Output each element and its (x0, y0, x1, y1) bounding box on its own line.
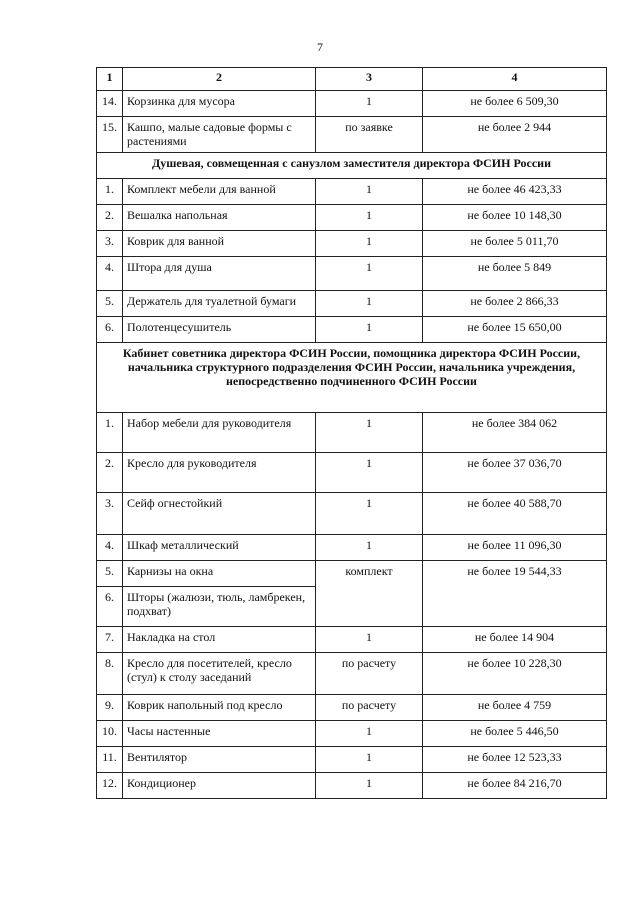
table-row (97, 117, 607, 153)
item-name: Набор мебели для руководителя (123, 413, 316, 453)
item-quantity: 1 (316, 257, 423, 291)
item-price: не более 384 062 (423, 413, 607, 453)
item-number: 11. (97, 747, 123, 773)
item-number: 2. (97, 453, 123, 493)
item-price: не более 40 588,70 (423, 493, 607, 535)
item-quantity: 1 (316, 291, 423, 317)
header-col-1: 1 (97, 68, 123, 91)
item-number: 10. (97, 721, 123, 747)
table-row (97, 561, 607, 587)
item-quantity: 1 (316, 413, 423, 453)
item-price: не более 14 904 (423, 627, 607, 653)
item-name: Держатель для туалетной бумаги (123, 291, 316, 317)
table-row (97, 535, 607, 561)
table-row (97, 747, 607, 773)
item-name: Кашпо, малые садовые формы с растениями (123, 117, 316, 153)
table-row (97, 291, 607, 317)
item-quantity: 1 (316, 91, 423, 117)
item-name: Комплект мебели для ванной (123, 179, 316, 205)
item-number: 15. (97, 117, 123, 153)
item-quantity: 1 (316, 179, 423, 205)
norms-table (96, 67, 607, 799)
item-number: 2. (97, 205, 123, 231)
item-quantity: комплект (316, 561, 423, 627)
item-quantity: 1 (316, 535, 423, 561)
item-price: не более 37 036,70 (423, 453, 607, 493)
item-price: не более 5 011,70 (423, 231, 607, 257)
table-row (97, 317, 607, 343)
item-price: не более 84 216,70 (423, 773, 607, 799)
header-col-3: 3 (316, 68, 423, 91)
item-price: не более 12 523,33 (423, 747, 607, 773)
table-row (97, 205, 607, 231)
item-number: 1. (97, 413, 123, 453)
item-price: не более 11 096,30 (423, 535, 607, 561)
header-col-4: 4 (423, 68, 607, 91)
table-row (97, 493, 607, 535)
item-number: 9. (97, 695, 123, 721)
item-price: не более 46 423,33 (423, 179, 607, 205)
item-number: 4. (97, 257, 123, 291)
item-name: Шторы (жалюзи, тюль, ламбрекен, подхват) (123, 587, 316, 627)
item-number: 3. (97, 231, 123, 257)
item-name: Коврик напольный под кресло (123, 695, 316, 721)
section-title: Душевая, совмещенная с санузлом заместителя директора ФСИН России (97, 153, 607, 179)
item-price: не более 10 228,30 (423, 653, 607, 695)
item-number: 6. (97, 317, 123, 343)
item-price: не более 19 544,33 (423, 561, 607, 627)
section-row (97, 343, 607, 413)
item-quantity: 1 (316, 493, 423, 535)
header-col-2: 2 (123, 68, 316, 91)
table-row (97, 257, 607, 291)
table-row (97, 231, 607, 257)
table-row (97, 179, 607, 205)
item-quantity: по расчету (316, 695, 423, 721)
table-row (97, 91, 607, 117)
item-number: 5. (97, 291, 123, 317)
item-name: Карнизы на окна (123, 561, 316, 587)
item-price: не более 10 148,30 (423, 205, 607, 231)
table-row (97, 653, 607, 695)
item-number: 3. (97, 493, 123, 535)
item-quantity: 1 (316, 721, 423, 747)
item-name: Штора для душа (123, 257, 316, 291)
item-number: 14. (97, 91, 123, 117)
item-name: Часы настенные (123, 721, 316, 747)
item-number: 6. (97, 587, 123, 627)
item-quantity: 1 (316, 747, 423, 773)
item-quantity: 1 (316, 205, 423, 231)
header-row (97, 68, 607, 91)
item-quantity: 1 (316, 773, 423, 799)
item-price: не более 15 650,00 (423, 317, 607, 343)
item-name: Сейф огнестойкий (123, 493, 316, 535)
item-quantity: 1 (316, 231, 423, 257)
item-name: Кресло для посетителей, кресло (стул) к столу заседаний (123, 653, 316, 695)
item-quantity: по расчету (316, 653, 423, 695)
table-row (97, 773, 607, 799)
table-row (97, 413, 607, 453)
table-body (97, 91, 607, 799)
item-price: не более 5 446,50 (423, 721, 607, 747)
item-quantity: 1 (316, 453, 423, 493)
item-name: Кондиционер (123, 773, 316, 799)
item-name: Коврик для ванной (123, 231, 316, 257)
item-price: не более 6 509,30 (423, 91, 607, 117)
item-quantity: по заявке (316, 117, 423, 153)
section-row (97, 153, 607, 179)
item-number: 12. (97, 773, 123, 799)
table-row (97, 695, 607, 721)
table-row (97, 453, 607, 493)
page-number: 7 (317, 40, 323, 54)
item-number: 1. (97, 179, 123, 205)
item-price: не более 4 759 (423, 695, 607, 721)
item-price: не более 5 849 (423, 257, 607, 291)
item-number: 4. (97, 535, 123, 561)
table-row (97, 721, 607, 747)
item-number: 8. (97, 653, 123, 695)
item-name: Кресло для руководителя (123, 453, 316, 493)
section-title: Кабинет советника директора ФСИН России, помощника директора ФСИН России, начальника структурного подразделения ФСИН России, начальника учреждения, непосредственно подчиненного ФСИН России (97, 343, 607, 413)
item-price: не более 2 944 (423, 117, 607, 153)
item-name: Полотенцесушитель (123, 317, 316, 343)
item-name: Шкаф металлический (123, 535, 316, 561)
item-number: 7. (97, 627, 123, 653)
item-name: Корзинка для мусора (123, 91, 316, 117)
item-price: не более 2 866,33 (423, 291, 607, 317)
item-name: Вешалка напольная (123, 205, 316, 231)
table-row (97, 627, 607, 653)
item-quantity: 1 (316, 627, 423, 653)
item-name: Вентилятор (123, 747, 316, 773)
item-quantity: 1 (316, 317, 423, 343)
item-name: Накладка на стол (123, 627, 316, 653)
item-number: 5. (97, 561, 123, 587)
